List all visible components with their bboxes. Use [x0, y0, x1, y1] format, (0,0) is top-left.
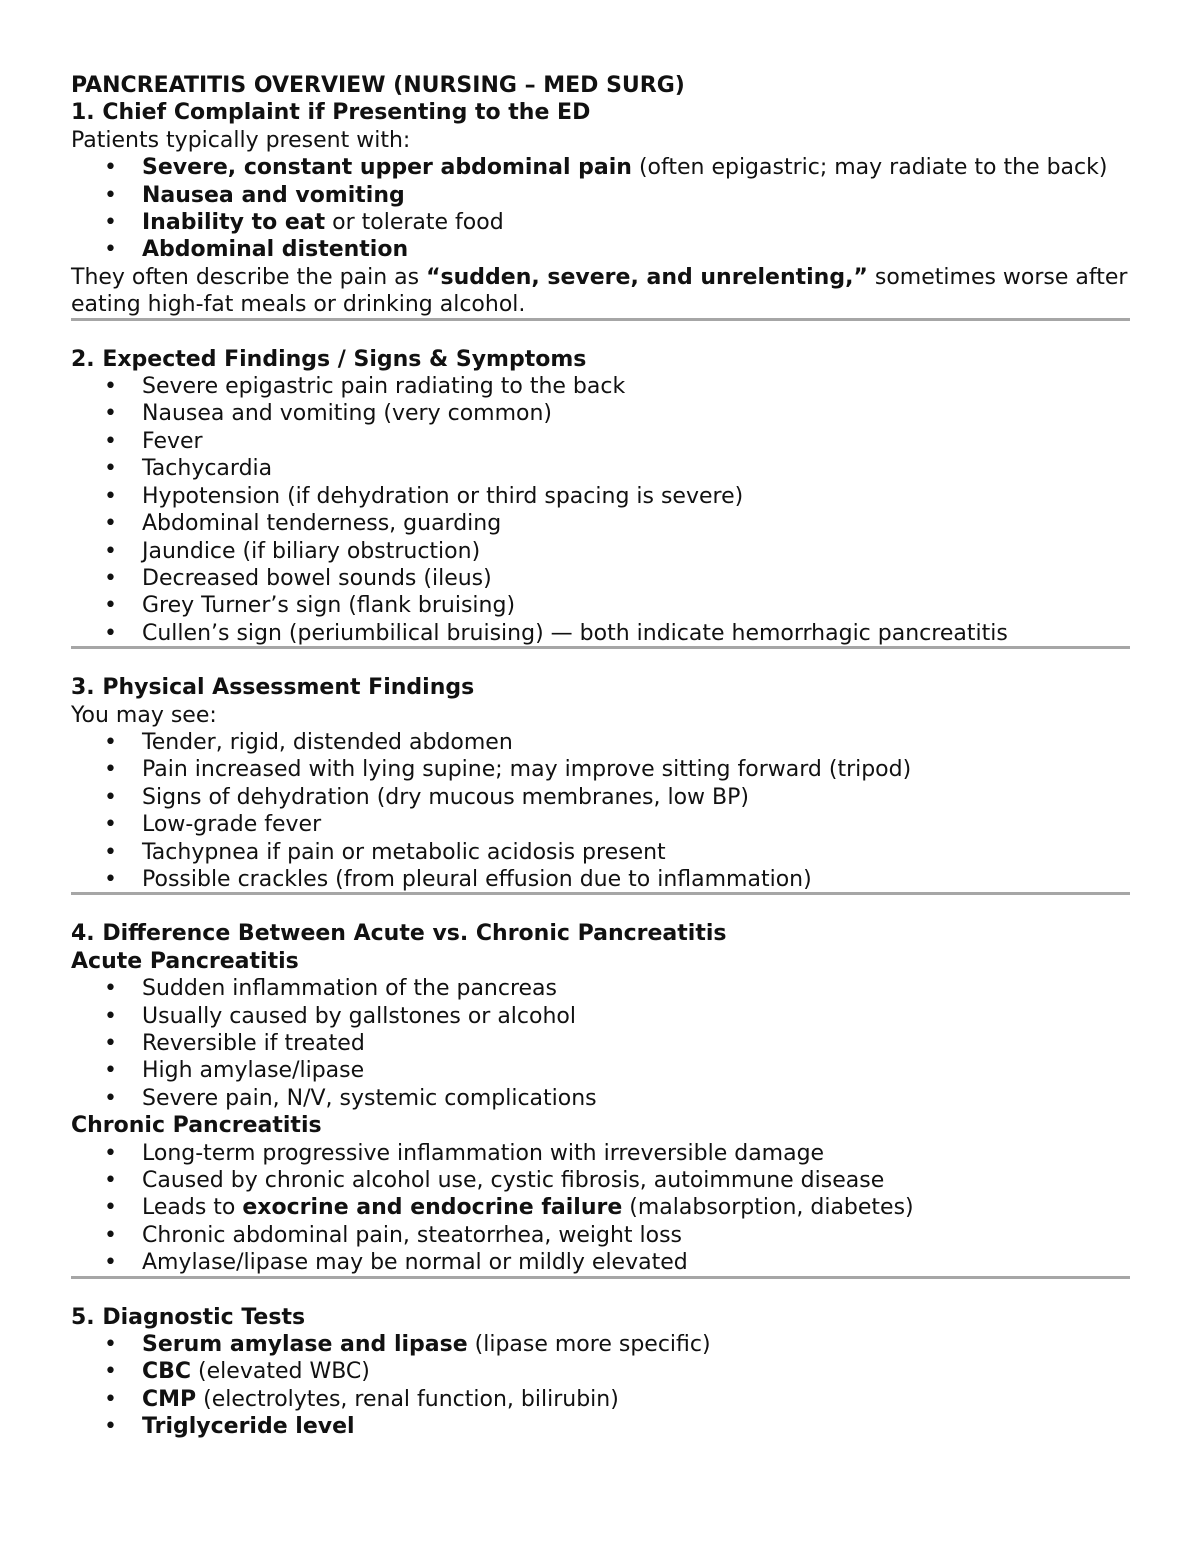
acute-list — [71, 975, 1130, 1112]
item-bold-text: Triglyceride level — [142, 1414, 355, 1440]
list-item: • Tachycardia — [71, 455, 1130, 482]
section-2-list — [71, 373, 1130, 647]
list-item: • Pain increased with lying supine; may improve sitting forward (tripod) — [71, 756, 1130, 783]
list-item — [71, 1331, 1130, 1358]
list-item — [71, 1194, 1130, 1221]
item-text: (elevated WBC) — [191, 1359, 370, 1385]
chronic-subheading: Chronic Pancreatitis — [71, 1113, 322, 1139]
section-3-heading: 3. Physical Assessment Findings — [71, 675, 475, 701]
list-item: • Signs of dehydration (dry mucous membranes, low BP) — [71, 784, 1130, 811]
item-bold-text: Severe, constant upper abdominal pain — [142, 155, 632, 181]
item-text: (malabsorption, diabetes) — [622, 1195, 914, 1221]
list-item — [71, 1413, 1130, 1440]
list-item: • Hypotension (if dehydration or third spacing is severe) — [71, 483, 1130, 510]
list-item: • Cullen’s sign (periumbilical bruising) — both indicate hemorrhagic pancreatitis — [71, 620, 1130, 647]
list-item — [71, 1249, 1130, 1276]
list-item: • Tender, rigid, distended abdomen — [71, 729, 1130, 756]
section-3-intro: You may see: — [71, 702, 217, 728]
closing-text: They often describe the pain as — [71, 264, 427, 290]
list-item — [71, 1222, 1130, 1249]
item-text: or tolerate food — [325, 210, 504, 236]
item-bold-text: CBC — [142, 1359, 192, 1385]
list-item: • Severe epigastric pain radiating to the back — [71, 373, 1130, 400]
list-item: • Abdominal tenderness, guarding — [71, 510, 1130, 537]
section-4-heading: 4. Difference Between Acute vs. Chronic Pancreatitis — [71, 921, 727, 947]
section-5-heading: 5. Diagnostic Tests — [71, 1304, 306, 1330]
list-item: • Decreased bowel sounds (ileus) — [71, 565, 1130, 592]
item-bold-text: Serum amylase and lipase — [142, 1332, 468, 1358]
list-item: • Nausea and vomiting (very common) — [71, 400, 1130, 427]
list-item: • Sudden inflammation of the pancreas — [71, 975, 1130, 1002]
item-text: Chronic abdominal pain, steatorrhea, weight loss — [142, 1222, 683, 1248]
list-item — [71, 1167, 1130, 1194]
list-item: • Jaundice (if biliary obstruction) — [71, 538, 1130, 565]
item-bold-text: Nausea and vomiting — [142, 182, 405, 208]
list-item — [71, 209, 1130, 236]
list-item — [71, 1140, 1130, 1167]
item-bold-text: CMP — [142, 1386, 197, 1412]
list-item: • Usually caused by gallstones or alcohol — [71, 1003, 1130, 1030]
item-text: Long-term progressive inflammation with irreversible damage — [142, 1140, 825, 1166]
closing-quote: “sudden, severe, and unrelenting,” — [426, 264, 868, 290]
list-item: • Low-grade fever — [71, 811, 1130, 838]
item-bold-text: Inability to eat — [142, 210, 326, 236]
item-text: (electrolytes, renal function, bilirubin) — [196, 1386, 619, 1412]
list-item: • Possible crackles (from pleural effusion due to inflammation) — [71, 866, 1130, 893]
section-2-heading: 2. Expected Findings / Signs & Symptoms — [71, 346, 587, 372]
list-item: • Grey Turner’s sign (flank bruising) — [71, 592, 1130, 619]
list-item — [71, 182, 1130, 209]
acute-subheading: Acute Pancreatitis — [71, 948, 299, 974]
list-item — [71, 154, 1130, 181]
item-text: (often epigastric; may radiate to the back) — [631, 155, 1108, 181]
list-item — [71, 1358, 1130, 1385]
item-bold-text: Abdominal distention — [142, 237, 409, 263]
closing-text: sometimes worse after eating high-fat meals or drinking alcohol. — [71, 264, 1128, 318]
section-5-list — [71, 1331, 1130, 1441]
section-1-heading: 1. Chief Complaint if Presenting to the ED — [71, 100, 591, 126]
item-text: Leads to — [142, 1195, 243, 1221]
list-item — [71, 236, 1130, 263]
list-item: • High amylase/lipase — [71, 1057, 1130, 1084]
section-1-intro: Patients typically present with: — [71, 127, 411, 153]
list-item: • Tachypnea if pain or metabolic acidosis present — [71, 839, 1130, 866]
list-item: • Reversible if treated — [71, 1030, 1130, 1057]
section-1-closing — [71, 264, 1130, 319]
list-item: • Fever — [71, 428, 1130, 455]
document-title: PANCREATITIS OVERVIEW (NURSING – MED SURG) — [71, 73, 685, 98]
chronic-list — [71, 1140, 1130, 1277]
list-item — [71, 1386, 1130, 1413]
section-3-list — [71, 729, 1130, 893]
item-bold-text: exocrine and endocrine failure — [242, 1195, 623, 1221]
item-text: Caused by chronic alcohol use, cystic fibrosis, autoimmune disease — [142, 1168, 885, 1194]
item-text: (lipase more specific) — [467, 1332, 711, 1358]
item-text: Amylase/lipase may be normal or mildly elevated — [142, 1250, 688, 1276]
list-item: • Severe pain, N/V, systemic complications — [71, 1085, 1130, 1112]
section-1-list — [71, 154, 1130, 264]
